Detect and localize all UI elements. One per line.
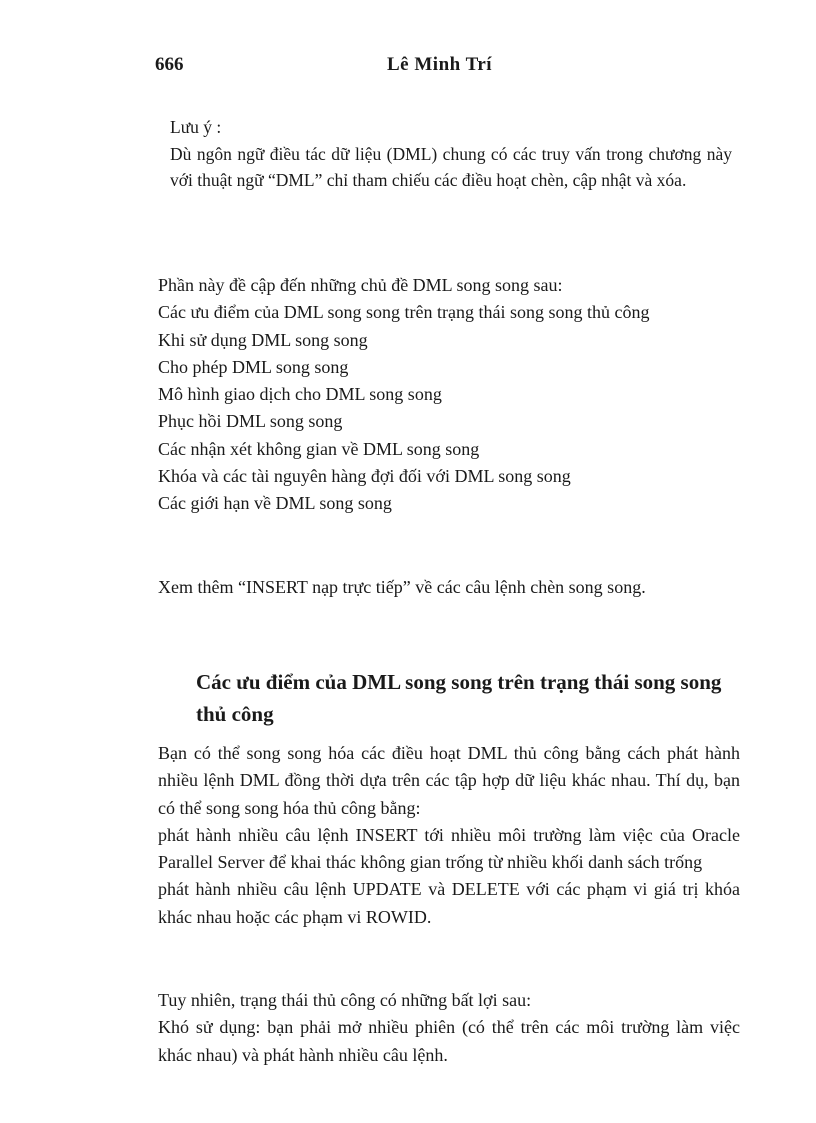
body-paragraph: Bạn có thể song song hóa các điều hoạt DML thủ công bằng cách phát hành nhiều lệnh DML đồng thời dựa trên các tập hợp dữ liệu khác nhau. Thí dụ, bạn có thể song song hóa thủ công bằng: xyxy=(158,743,740,818)
section-body-continued xyxy=(158,987,740,1069)
section-body xyxy=(158,740,740,931)
note-text: Dù ngôn ngữ điều tác dữ liệu (DML) chung có các truy vấn trong chương này với thuật ngữ “DML” chỉ tham chiếu các điều hoạt chèn, cập nhật và xóa. xyxy=(170,143,732,190)
body-paragraph: Khó sử dụng: bạn phải mở nhiều phiên (có thể trên các môi trường làm việc khác nhau) và phát hành nhiều câu lệnh. xyxy=(158,1017,740,1065)
topics-list xyxy=(158,272,740,518)
topic-item: Khóa và các tài nguyên hàng đợi đối với DML song song xyxy=(158,466,571,487)
section-heading: Các ưu điểm của DML song song trên trạng thái song song thủ công xyxy=(196,670,722,726)
topic-item: Các nhận xét không gian về DML song song xyxy=(158,438,480,459)
topic-item: Mô hình giao dịch cho DML song song xyxy=(158,384,442,405)
topic-item: Các ưu điểm của DML song song trên trạng thái song song thủ công xyxy=(158,302,650,323)
topics-intro: Phần này đề cập đến những chủ đề DML song song sau: xyxy=(158,275,563,295)
page-number: 666 xyxy=(155,54,184,75)
body-paragraph: phát hành nhiều câu lệnh UPDATE và DELETE với các phạm vi giá trị khóa khác nhau hoặc các phạm vi ROWID. xyxy=(158,879,740,927)
topic-item: Khi sử dụng DML song song xyxy=(158,329,368,350)
topic-item: Cho phép DML song song xyxy=(158,356,349,377)
body-paragraph: phát hành nhiều câu lệnh INSERT tới nhiều môi trường làm việc của Oracle Parallel Server để khai thác không gian trống từ nhiều khối danh sách trống xyxy=(158,824,740,873)
note-label: Lưu ý : xyxy=(170,117,222,137)
body-paragraph: Tuy nhiên, trạng thái thủ công có những bất lợi sau: xyxy=(158,990,532,1010)
see-also-paragraph: Xem thêm “INSERT nạp trực tiếp” về các câu lệnh chèn song song. xyxy=(158,577,646,597)
running-head-author: Lê Minh Trí xyxy=(387,54,493,75)
page-header xyxy=(155,54,745,84)
topic-item: Phục hồi DML song song xyxy=(158,411,343,432)
topic-item: Các giới hạn về DML song song xyxy=(158,493,392,514)
note-block xyxy=(170,114,732,194)
